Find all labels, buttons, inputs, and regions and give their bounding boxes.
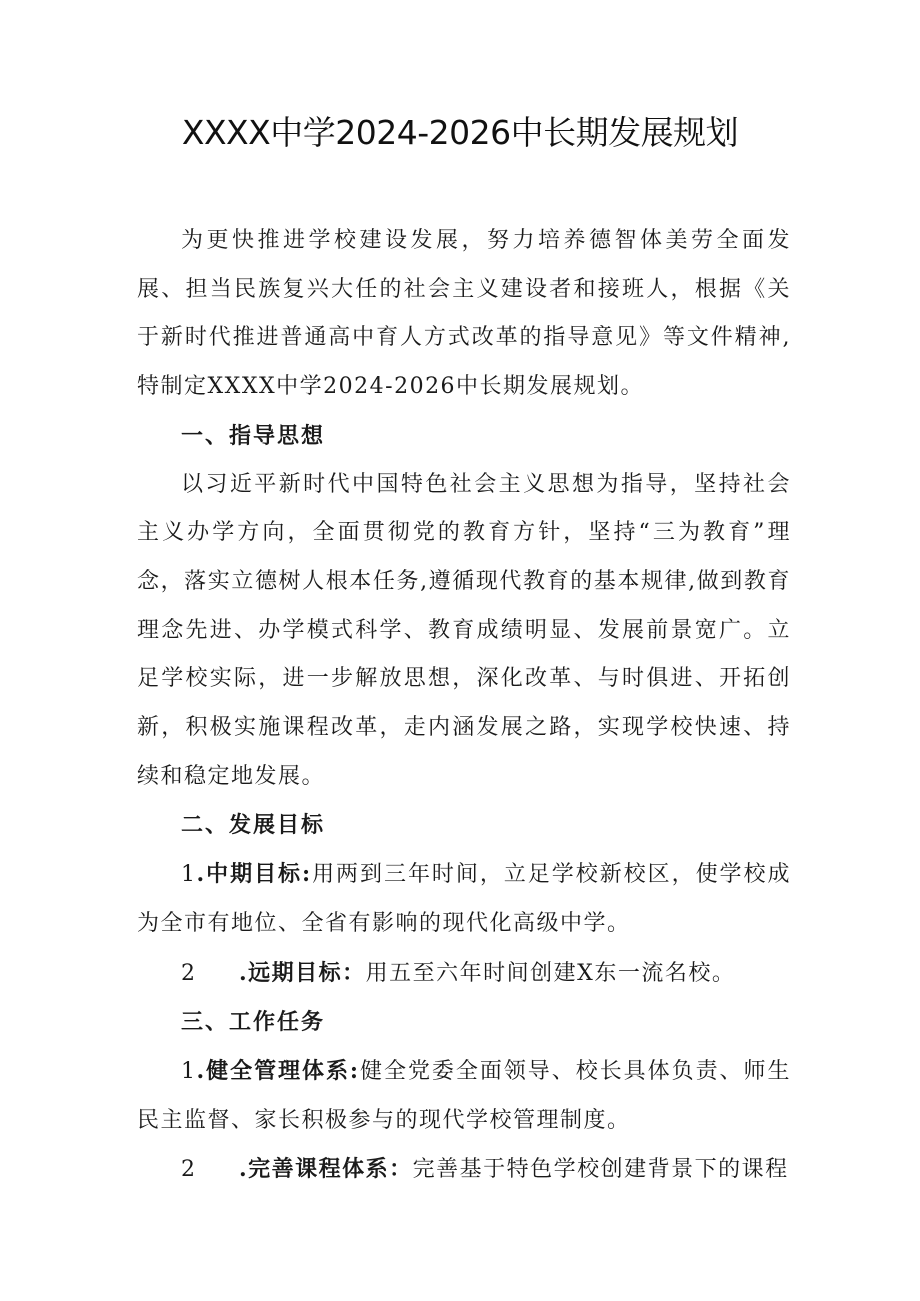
section-heading-guiding-ideology: 一、指导思想 bbox=[181, 422, 326, 449]
task-item-curriculum bbox=[137, 1145, 791, 1195]
document-title: XXXX中学2024-2026中长期发展规划 bbox=[181, 113, 739, 152]
document-body bbox=[137, 217, 791, 1195]
item-number: 1 bbox=[181, 1058, 197, 1084]
task-item-management bbox=[137, 1047, 791, 1145]
item-text: 健全党委全面领导、校长具体负责、师生民主监督、家长积极参与的现代学校管理制度。 bbox=[137, 1058, 791, 1133]
item-text: 用两到三年时间，立足学校新校区，使学校成为全市有地位、全省有影响的现代化高级中学。 bbox=[137, 862, 791, 936]
intro-paragraph: 为更快推进学校建设发展，努力培养德智体美劳全面发展、担当民族复兴大任的社会主义建设者和接班人，根据《关于新时代推进普通高中育人方式改革的指导意见》等文件精神,特制定XXXX中学2024-2026中长期发展规划。 bbox=[137, 228, 791, 400]
item-label: .完善课程体系： bbox=[239, 1156, 413, 1183]
item-text: 完善基于特色学校创建背景下的课程 bbox=[412, 1157, 789, 1183]
goal-item-mid-term bbox=[137, 850, 791, 948]
item-number: 1 bbox=[181, 862, 197, 888]
item-number: 2 bbox=[181, 960, 197, 986]
item-label: .健全管理体系: bbox=[196, 1057, 360, 1084]
goal-item-long-term bbox=[137, 949, 791, 999]
section-heading-development-goals: 二、发展目标 bbox=[181, 812, 326, 839]
section-heading-work-tasks: 三、工作任务 bbox=[181, 1009, 326, 1036]
item-text: 用五至六年时间创建X东一流名校。 bbox=[365, 960, 736, 986]
item-label: .远期目标： bbox=[239, 959, 366, 986]
item-number: 2 bbox=[181, 1157, 197, 1183]
guiding-ideology-paragraph: 以习近平新时代中国特色社会主义思想为指导，坚持社会主义办学方向，全面贯彻党的教育方针，坚持“三为教育”理念，落实立德树人根本任务,遵循现代教育的基本规律,做到教育理念先进、办学模式科学、教育成绩明显、发展前景宽广。立足学校实际，进一步解放思想，深化改革、与时俱进、开拓创新，积极实施课程改革，走内涵发展之路，实现学校快速、持续和稳定地发展。 bbox=[137, 471, 791, 789]
item-label: .中期目标: bbox=[196, 861, 312, 888]
